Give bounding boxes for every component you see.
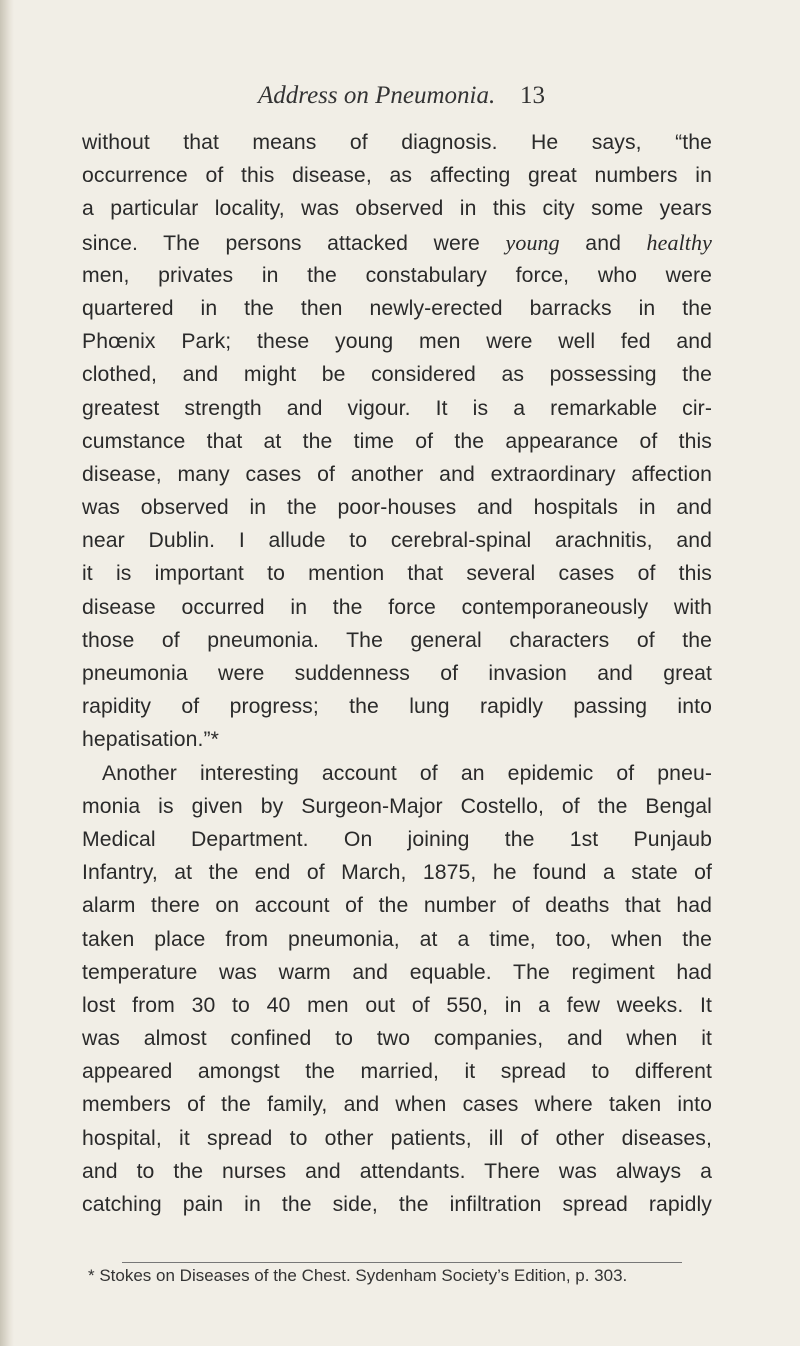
- text-line: Medical Department. On joining the 1st Punjaub: [82, 827, 712, 851]
- text-line: a particular locality, was observed in this city some years: [82, 197, 712, 221]
- text-line: men, privates in the constabulary force, who were: [82, 263, 712, 287]
- text-segment: since. The persons attacked were: [82, 231, 506, 255]
- running-head: [258, 82, 678, 112]
- text-line: pneumonia were suddenness of invasion and great: [82, 662, 712, 685]
- text-line: members of the family, and when cases where taken into: [82, 1093, 712, 1117]
- text-line: alarm there on account of the number of deaths that had: [82, 894, 712, 918]
- page-binding-edge: [0, 0, 14, 1346]
- text-line: Phœnix Park; these young men were well fed and: [82, 330, 712, 354]
- text-line: quartered in the then newly-erected barracks in the: [82, 296, 712, 320]
- text-line: occurrence of this disease, as affecting great numbers in: [82, 164, 712, 188]
- text-line: temperature was warm and equable. The regiment had: [82, 960, 712, 984]
- running-title: Address on Pneumonia.: [258, 82, 496, 109]
- text-line: catching pain in the side, the infiltration spread rapidly: [82, 1193, 712, 1216]
- text-line: clothed, and might be considered as possessing the: [82, 363, 712, 387]
- footnote-divider: [122, 1262, 682, 1263]
- page-number: 13: [520, 82, 545, 109]
- text-line: cumstance that at the time of the appearance of this: [82, 429, 712, 453]
- text-line: hospital, it spread to other patients, ill of other diseases,: [82, 1126, 712, 1150]
- text-line: near Dublin. I allude to cerebral-spinal arachnitis, and: [82, 529, 712, 553]
- italic-word-healthy: healthy: [646, 229, 712, 255]
- text-line: disease, many cases of another and extraordinary affection: [82, 462, 712, 486]
- text-line: appeared amongst the married, it spread to different: [82, 1060, 712, 1084]
- text-line: Another interesting account of an epidemic of pneu-: [102, 761, 712, 785]
- text-line: lost from 30 to 40 men out of 550, in a few weeks. It: [82, 993, 712, 1017]
- text-line: rapidity of progress; the lung rapidly passing into: [82, 695, 712, 719]
- text-line: monia is given by Surgeon-Major Costello, of the Bengal: [82, 794, 712, 818]
- text-line: it is important to mention that several cases of this: [82, 562, 712, 586]
- text-line: greatest strength and vigour. It is a remarkable cir-: [82, 396, 712, 420]
- text-segment: and: [559, 231, 647, 255]
- footnote: * Stokes on Diseases of the Chest. Sydenham Society’s Edition, p. 303.: [88, 1266, 628, 1285]
- text-line: hepatisation.”*: [82, 728, 219, 752]
- body-text: [82, 126, 712, 1221]
- text-line: without that means of diagnosis. He says, “the: [82, 131, 712, 154]
- text-line: taken place from pneumonia, at a time, too, when the: [82, 927, 712, 951]
- italic-word-young: young: [505, 229, 560, 255]
- text-line: was almost confined to two companies, and when it: [82, 1027, 712, 1051]
- text-line: and to the nurses and attendants. There was always a: [82, 1159, 712, 1183]
- text-line: [82, 226, 712, 259]
- text-line: was observed in the poor-houses and hospitals in and: [82, 496, 712, 520]
- text-line: disease occurred in the force contemporaneously with: [82, 595, 712, 619]
- text-line: those of pneumonia. The general characters of the: [82, 628, 712, 652]
- text-line: Infantry, at the end of March, 1875, he found a state of: [82, 861, 712, 885]
